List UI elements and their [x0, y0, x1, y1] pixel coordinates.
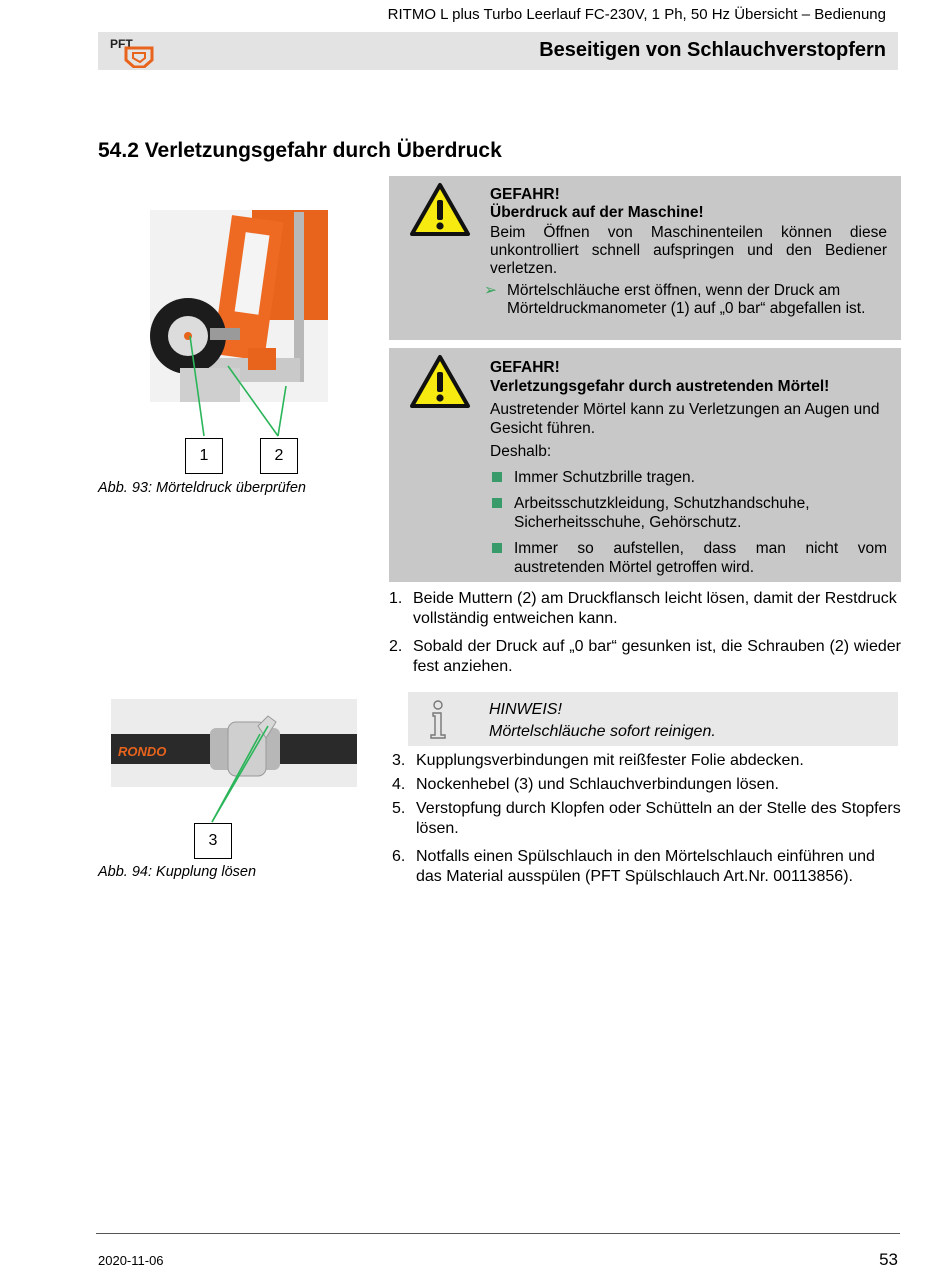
- header-band: [98, 32, 898, 70]
- footer-rule: [96, 1233, 900, 1234]
- info-icon: [426, 700, 452, 740]
- step-item: 4. Nockenhebel (3) und Schlauchverbindungen lösen.: [392, 776, 779, 793]
- pft-logo: [108, 36, 156, 73]
- danger-body: Austretender Mörtel kann zu Verletzungen an Augen und Gesicht führen.: [490, 401, 880, 437]
- callout-3: 3: [194, 823, 232, 859]
- header-title: Beseitigen von Schlauchverstopfern: [539, 39, 886, 61]
- step-item: 5. Verstopfung durch Klopfen oder Schütteln an der Stelle des Stopfers lösen.: [392, 800, 901, 837]
- steps-list-1: [389, 589, 901, 685]
- svg-text:PFT: PFT: [110, 37, 133, 51]
- danger-action: ➢ Mörtelschläuche erst öffnen, wenn der Druck am Mörteldruckmanometer (1) auf „0 bar“ abgefallen ist.: [484, 282, 866, 317]
- danger-body: Beim Öffnen von Maschinenteilen können diese unkontrolliert schnell aufspringen und den Bediener verletzen.: [490, 224, 887, 277]
- section-title: 54.2 Verletzungsgefahr durch Überdruck: [98, 139, 502, 162]
- warning-triangle-icon: [409, 182, 471, 238]
- page-number: 53: [879, 1250, 898, 1269]
- arrow-bullet-icon: ➢: [484, 282, 497, 299]
- list-item: Immer Schutzbrille tragen.: [490, 468, 887, 487]
- therefore-label: Deshalb:: [490, 443, 552, 460]
- note-text: Mörtelschläuche sofort reinigen.: [489, 723, 716, 740]
- note-label: HINWEIS!: [489, 701, 562, 718]
- steps-list-2: [392, 751, 901, 895]
- figure-93: [140, 208, 340, 478]
- square-bullet-icon: [492, 472, 502, 482]
- note-box: [408, 692, 898, 746]
- step-item: 1. Beide Muttern (2) am Druckflansch leicht lösen, damit der Restdruck vollständig entweichen kann.: [389, 590, 897, 627]
- danger-heading: Verletzungsgefahr durch austretenden Mörtel!: [490, 378, 830, 395]
- square-bullet-icon: [492, 543, 502, 553]
- figure-93-caption: Abb. 93: Mörteldruck überprüfen: [98, 480, 306, 496]
- square-bullet-icon: [492, 498, 502, 508]
- step-item: 3. Kupplungsverbindungen mit reißfester Folie abdecken.: [392, 752, 804, 769]
- danger-box-mortar: [389, 348, 901, 582]
- svg-text:RONDO: RONDO: [118, 744, 167, 759]
- danger-label: GEFAHR!: [490, 359, 560, 376]
- callout-1: 1: [185, 438, 223, 474]
- danger-label: GEFAHR!: [490, 186, 560, 203]
- warning-triangle-icon: [409, 354, 471, 410]
- step-item: 6. Notfalls einen Spülschlauch in den Mörtelschlauch einführen und das Material ausspülen (PFT Spülschlauch Art.Nr. 00113856).: [392, 848, 875, 885]
- list-item: Arbeitsschutzkleidung, Schutzhandschuhe, Sicherheitsschuhe, Gehörschutz.: [490, 494, 887, 532]
- step-item: 2. Sobald der Druck auf „0 bar“ gesunken ist, die Schrauben (2) wieder fest anziehen.: [389, 638, 901, 675]
- document-header-line: RITMO L plus Turbo Leerlauf FC-230V, 1 Ph, 50 Hz Übersicht – Bedienung: [387, 6, 886, 23]
- danger-box-overpressure: [389, 176, 901, 340]
- figure-94-caption: Abb. 94: Kupplung lösen: [98, 864, 257, 880]
- list-item: Immer so aufstellen, dass man nicht vom austretenden Mörtel getroffen wird.: [490, 539, 887, 577]
- machine-photo: [140, 208, 340, 478]
- hose-coupling-photo: [110, 698, 360, 828]
- figure-94: [110, 698, 360, 828]
- footer-date: 2020-11-06: [98, 1253, 164, 1268]
- callout-2: 2: [260, 438, 298, 474]
- danger-heading: Überdruck auf der Maschine!: [490, 204, 704, 221]
